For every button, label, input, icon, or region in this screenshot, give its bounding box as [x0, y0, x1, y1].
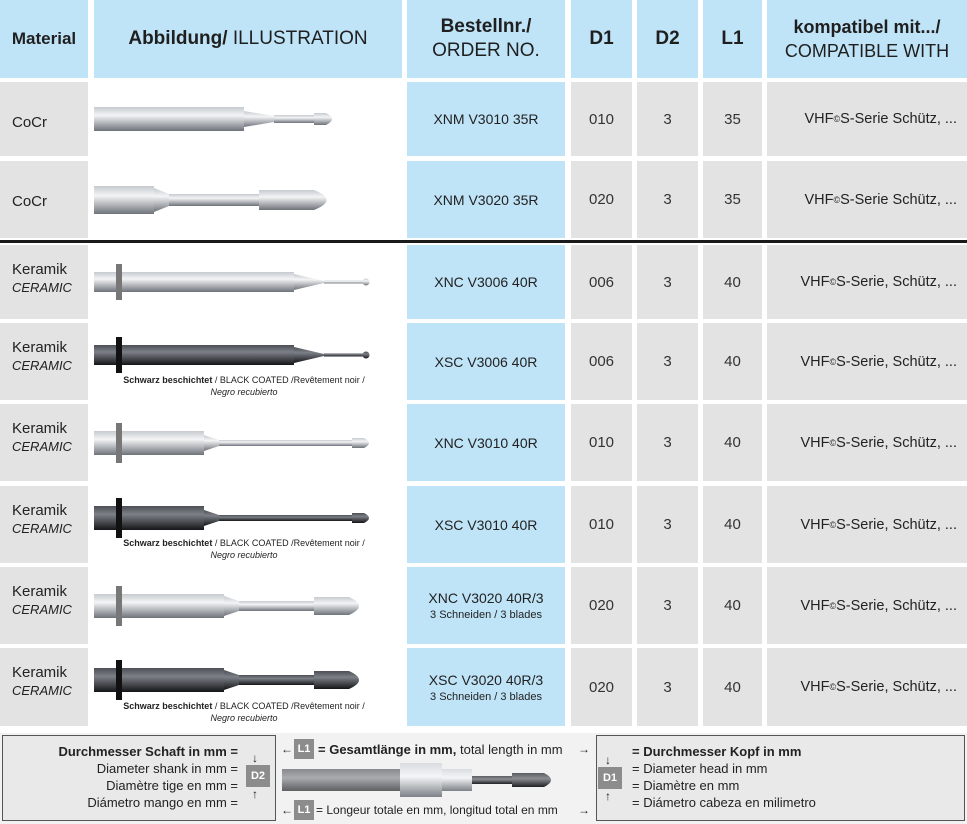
header-illustration-bold: Abbildung/ — [128, 28, 228, 49]
header-order-no — [407, 0, 565, 78]
order-number-cell — [407, 486, 565, 563]
material-label-en: CERAMIC — [12, 602, 72, 617]
tool-illustration — [94, 323, 402, 400]
material-label-en: CERAMIC — [12, 280, 72, 295]
material-label-en: CERAMIC — [12, 683, 72, 698]
copyright-symbol: © — [829, 519, 837, 530]
compat-brand: VHF — [800, 434, 830, 451]
copyright-symbol: © — [829, 437, 837, 448]
compatible-cell — [767, 245, 967, 319]
l1-value: 40 — [724, 273, 741, 291]
coating-note — [94, 374, 394, 398]
d1-cell — [571, 161, 632, 238]
compat-rest: S-Serie, Schütz, ... — [836, 679, 957, 695]
compat-brand: VHF — [800, 597, 830, 614]
compat-brand: VHF — [804, 191, 834, 208]
order-number: XNC V3020 40R/3 — [428, 590, 544, 606]
d2-cell — [637, 648, 698, 726]
group-separator-line — [0, 240, 967, 243]
l1-cell — [703, 404, 762, 481]
coating-note-line2: Negro recubierto — [210, 550, 278, 560]
order-number-cell — [407, 245, 565, 319]
d2-value: 3 — [663, 110, 672, 128]
copyright-symbol: © — [833, 194, 841, 205]
header-order-rest: ORDER NO. — [432, 40, 540, 61]
copyright-symbol: © — [829, 682, 837, 692]
d2-value: 3 — [663, 353, 672, 370]
order-number: XSC V3006 40R — [434, 353, 538, 370]
tool-illustration — [94, 567, 402, 644]
material-label: CoCr — [12, 193, 48, 210]
d1-value: 010 — [588, 110, 615, 128]
material-label: Keramik — [12, 261, 68, 278]
material-cell — [0, 245, 88, 319]
l1-cell — [703, 486, 762, 563]
material-label: CoCr — [12, 114, 48, 131]
coating-note-bold: Schwarz beschichtet — [123, 701, 213, 711]
order-number: XNM V3010 35R — [433, 111, 539, 127]
d2-tag: D2 — [246, 765, 270, 787]
d2-cell — [637, 82, 698, 156]
compat-rest: S-Serie Schütz, ... — [840, 191, 957, 208]
copyright-symbol: © — [829, 600, 837, 611]
d1-cell — [571, 404, 632, 481]
compat-rest: S-Serie, Schütz, ... — [836, 274, 957, 290]
material-cell — [0, 567, 88, 644]
l1-tag-bottom: L1 — [294, 800, 314, 820]
d1-value: 010 — [588, 434, 615, 451]
legend-tool-image — [282, 759, 582, 801]
order-number: XSC V3010 40R — [434, 516, 538, 533]
arrow-down-icon-2: ↓ — [605, 753, 611, 767]
dimension-legend — [0, 733, 967, 824]
d2-value: 3 — [663, 597, 672, 614]
compatible-cell — [767, 486, 967, 563]
d1-value: 006 — [588, 273, 615, 291]
coating-note — [94, 537, 394, 561]
material-label: Keramik — [12, 502, 68, 519]
compat-brand: VHF — [804, 111, 834, 127]
material-cell — [0, 161, 88, 238]
d2-value: 3 — [663, 273, 672, 291]
tool-illustration — [94, 648, 402, 726]
arrow-up-icon: ↑ — [252, 787, 258, 801]
legend-length-rest: total length in mm — [456, 742, 563, 757]
d2-cell — [637, 404, 698, 481]
compatible-cell — [767, 161, 967, 238]
order-number: XNC V3010 40R — [434, 434, 538, 451]
compat-brand: VHF — [800, 353, 830, 370]
material-cell — [0, 404, 88, 481]
header-d1-label: D1 — [589, 28, 614, 49]
tool-illustration — [94, 82, 402, 156]
compat-rest: S-Serie, Schütz, ... — [836, 516, 957, 533]
l1-cell — [703, 567, 762, 644]
compatible-cell — [767, 323, 967, 400]
l1-cell — [703, 161, 762, 238]
material-cell — [0, 82, 88, 156]
material-label: Keramik — [12, 583, 68, 600]
legend-length-bold: = Gesamtlänge in mm, — [318, 742, 457, 757]
header-material-label: Material — [11, 29, 77, 48]
legend-head-text — [632, 743, 816, 811]
tool-image — [94, 170, 384, 235]
d1-value: 020 — [588, 678, 615, 696]
coating-note-bold: Schwarz beschichtet — [123, 375, 213, 385]
d1-value: 010 — [588, 516, 615, 533]
arrow-left-icon-2: ← — [281, 803, 293, 817]
d1-value: 006 — [588, 353, 615, 370]
compatible-cell — [767, 82, 967, 156]
d2-cell — [637, 245, 698, 319]
l1-value: 40 — [724, 353, 741, 370]
compatible-cell — [767, 567, 967, 644]
arrow-up-icon-2: ↑ — [605, 789, 611, 803]
compat-rest: S-Serie Schütz, ... — [840, 111, 957, 127]
legend-shaft-text — [6, 743, 238, 811]
coating-note-bold: Schwarz beschichtet — [123, 538, 213, 548]
compat-brand: VHF — [800, 274, 830, 290]
material-cell — [0, 323, 88, 400]
legend-shaft-line-1: Durchmesser Schaft in mm = — [58, 744, 238, 759]
copyright-symbol: © — [833, 114, 841, 124]
d1-value: 020 — [588, 191, 615, 208]
coating-note-rest: / BLACK COATED /Revêtement noir / — [212, 375, 365, 385]
compatible-cell — [767, 648, 967, 726]
d2-value: 3 — [663, 434, 672, 451]
legend-length-line-2: = Longeur totale en mm, longitud total en mm — [316, 803, 558, 817]
order-number-cell — [407, 161, 565, 238]
header-d2 — [637, 0, 698, 78]
l1-value: 40 — [724, 434, 741, 451]
order-number-cell — [407, 82, 565, 156]
d2-cell — [637, 323, 698, 400]
material-label-en: CERAMIC — [12, 521, 72, 536]
order-number-sub: 3 Schneiden / 3 blades — [430, 690, 542, 703]
coating-note-rest: / BLACK COATED /Revêtement noir / — [212, 538, 365, 548]
material-label: Keramik — [12, 664, 68, 681]
arrow-right-icon-2: → — [578, 803, 590, 817]
header-d2-label: D2 — [655, 28, 680, 49]
header-compat-rest: COMPATIBLE WITH — [784, 41, 950, 61]
coating-note-rest: / BLACK COATED /Revêtement noir / — [212, 701, 365, 711]
d1-value: 020 — [588, 597, 615, 614]
order-number-cell — [407, 404, 565, 481]
legend-length-line-1 — [318, 741, 563, 758]
legend-head-line-2: = Diameter head in mm — [632, 761, 768, 776]
arrow-right-icon: → — [578, 742, 590, 756]
l1-cell — [703, 648, 762, 726]
coating-note-line2: Negro recubierto — [210, 713, 278, 723]
legend-shaft-line-3: Diamètre tige en mm = — [106, 778, 238, 793]
l1-cell — [703, 82, 762, 156]
material-cell — [0, 486, 88, 563]
header-compatible — [767, 0, 967, 78]
header-l1 — [703, 0, 762, 78]
material-label: Keramik — [12, 339, 68, 356]
compat-rest: S-Serie, Schütz, ... — [836, 597, 957, 614]
compat-brand: VHF — [800, 516, 830, 533]
header-illustration — [94, 0, 402, 78]
order-number-cell — [407, 648, 565, 726]
l1-tag-top: L1 — [294, 739, 314, 759]
order-number: XNC V3006 40R — [434, 274, 538, 290]
l1-value: 35 — [724, 191, 741, 208]
header-material — [0, 0, 88, 78]
l1-value: 40 — [724, 516, 741, 533]
header-order-bold: Bestellnr./ — [440, 16, 532, 37]
legend-shaft-line-2: Diameter shank in mm = — [96, 761, 238, 776]
d2-cell — [637, 486, 698, 563]
order-number: XNM V3020 35R — [433, 191, 539, 208]
d2-value: 3 — [663, 516, 672, 533]
compat-rest: S-Serie, Schütz, ... — [836, 434, 957, 451]
d1-cell — [571, 245, 632, 319]
l1-value: 40 — [724, 678, 741, 696]
d1-cell — [571, 567, 632, 644]
d2-cell — [637, 567, 698, 644]
tool-illustration — [94, 245, 402, 319]
header-l1-label: L1 — [721, 28, 744, 49]
compat-brand: VHF — [800, 679, 830, 695]
material-label: Keramik — [12, 420, 68, 437]
tool-illustration — [94, 404, 402, 481]
legend-shaft-line-4: Diámetro mango en mm = — [87, 795, 238, 810]
compatible-cell — [767, 404, 967, 481]
d2-cell — [637, 161, 698, 238]
order-number-sub: 3 Schneiden / 3 blades — [430, 609, 542, 621]
d2-value: 3 — [663, 678, 672, 696]
tool-image — [94, 89, 384, 154]
copyright-symbol: © — [829, 277, 837, 287]
tool-image — [94, 576, 384, 641]
d1-cell — [571, 648, 632, 726]
legend-head-line-4: = Diámetro cabeza en milimetro — [632, 795, 816, 810]
d1-cell — [571, 82, 632, 156]
l1-value: 40 — [724, 597, 741, 614]
material-label-en: CERAMIC — [12, 358, 72, 373]
material-cell — [0, 648, 88, 726]
header-compat-bold: kompatibel mit.../ — [793, 17, 941, 37]
d2-value: 3 — [663, 191, 672, 208]
compat-rest: S-Serie, Schütz, ... — [836, 353, 957, 370]
order-number-cell — [407, 323, 565, 400]
tool-image — [94, 413, 384, 478]
legend-head-line-1: = Durchmesser Kopf in mm — [632, 744, 802, 759]
header-d1 — [571, 0, 632, 78]
l1-cell — [703, 245, 762, 319]
tool-image — [94, 252, 384, 317]
tool-illustration — [94, 161, 402, 238]
legend-head-line-3: = Diamètre en mm — [632, 778, 740, 793]
d1-cell — [571, 486, 632, 563]
l1-value: 35 — [724, 110, 741, 128]
l1-cell — [703, 323, 762, 400]
d1-cell — [571, 323, 632, 400]
tool-illustration — [94, 486, 402, 563]
copyright-symbol: © — [829, 356, 837, 367]
coating-note — [94, 700, 394, 724]
arrow-down-icon: ↓ — [252, 751, 258, 765]
coating-note-line2: Negro recubierto — [210, 387, 278, 397]
order-number-cell — [407, 567, 565, 644]
d1-tag: D1 — [598, 767, 622, 789]
arrow-left-icon: ← — [281, 742, 293, 756]
header-illustration-rest: ILLUSTRATION — [227, 28, 368, 49]
order-number: XSC V3020 40R/3 — [428, 671, 544, 688]
material-label-en: CERAMIC — [12, 439, 72, 454]
